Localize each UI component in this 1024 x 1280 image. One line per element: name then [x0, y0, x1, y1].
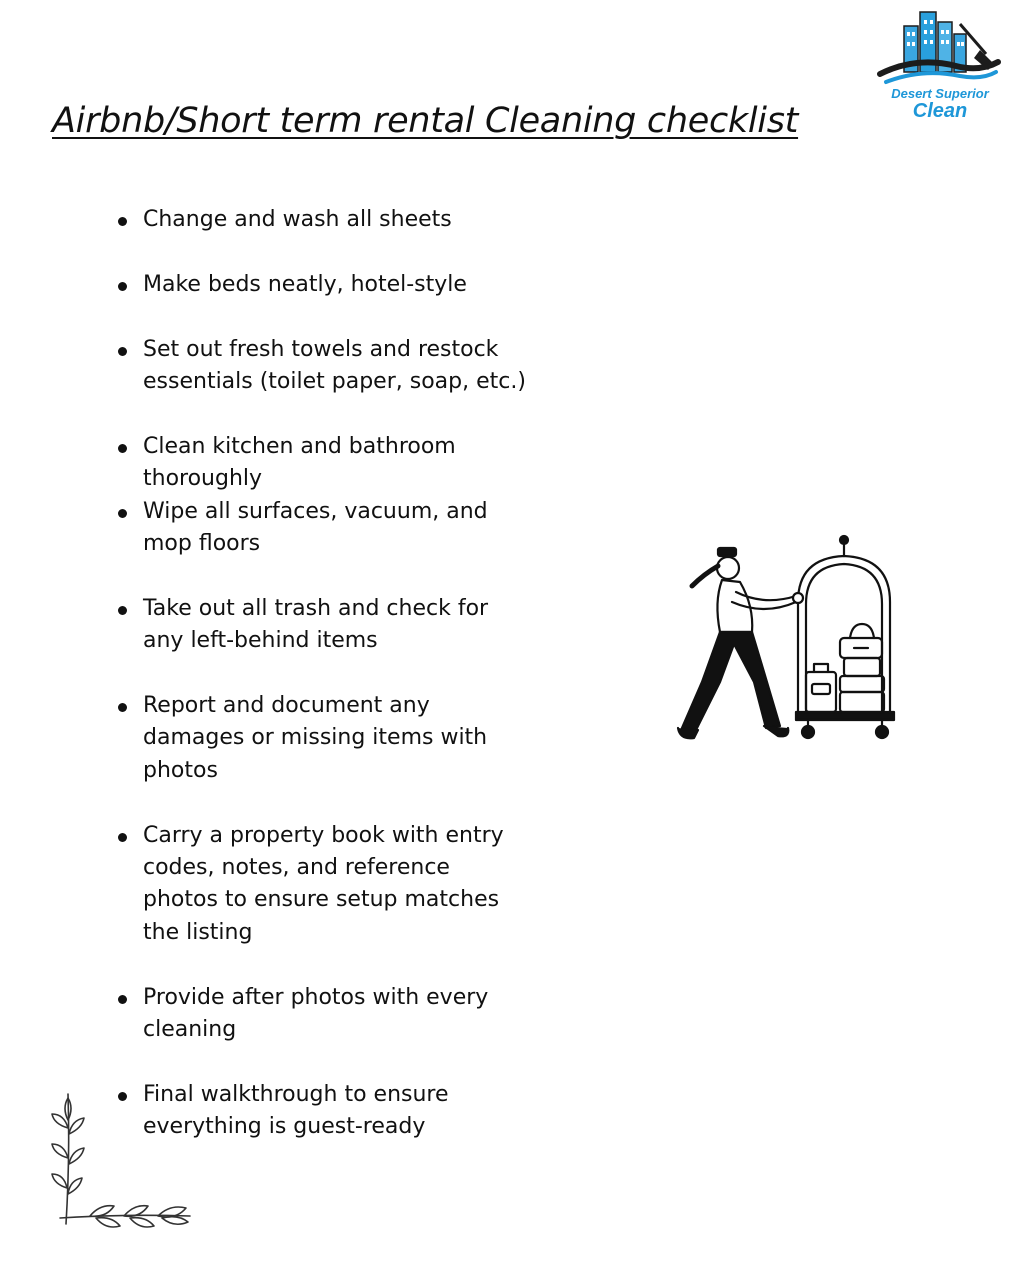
list-item-text: Change and wash all sheets — [143, 207, 452, 232]
bullet-icon — [118, 282, 127, 291]
list-item — [118, 269, 528, 301]
bullet-icon — [118, 703, 127, 712]
bellhop-luggage-cart-illustration — [668, 532, 904, 748]
bullet-icon — [118, 995, 127, 1004]
bullet-icon — [118, 444, 127, 453]
list-item-text: Final walkthrough to ensure everything is guest-ready — [143, 1081, 449, 1140]
list-item — [118, 982, 528, 1047]
leaf-sprig-icon — [40, 1088, 200, 1230]
list-item-text: Report and document any damages or missing items with photos — [143, 693, 488, 783]
list-item-text: Set out fresh towels and restock essentials (toilet paper, soap, etc.) — [143, 336, 526, 394]
list-item — [118, 593, 528, 658]
bullet-icon — [118, 347, 127, 356]
logo-text-line1: Desert Superior — [891, 86, 989, 101]
bullet-icon — [118, 217, 127, 226]
list-item — [118, 334, 528, 399]
cleaning-checklist — [118, 204, 528, 1144]
building-skyline-icon — [876, 8, 1004, 88]
list-item-text: Make beds neatly, hotel-style — [143, 271, 467, 297]
list-item — [118, 690, 528, 787]
list-item-text: Carry a property book with entry codes, notes, and reference photos to ensure setup matches the listing — [143, 822, 504, 945]
page-title: Airbnb/Short term rental Cleaning checklist — [52, 101, 799, 141]
list-item — [118, 204, 528, 236]
logo-text-line2: Clean — [912, 100, 968, 122]
list-item — [118, 496, 528, 561]
bullet-icon — [118, 606, 127, 615]
list-item — [118, 820, 528, 950]
list-item-text: Take out all trash and check for any left-behind items — [143, 595, 489, 654]
list-item-text: Wipe all surfaces, vacuum, and mop floors — [143, 498, 488, 557]
list-item-text: Clean kitchen and bathroom thoroughly — [143, 433, 456, 492]
list-item-text: Provide after photos with every cleaning — [143, 984, 489, 1043]
company-logo — [876, 8, 1004, 124]
bullet-icon — [118, 833, 127, 842]
bullet-icon — [118, 509, 127, 518]
list-item — [118, 431, 528, 496]
